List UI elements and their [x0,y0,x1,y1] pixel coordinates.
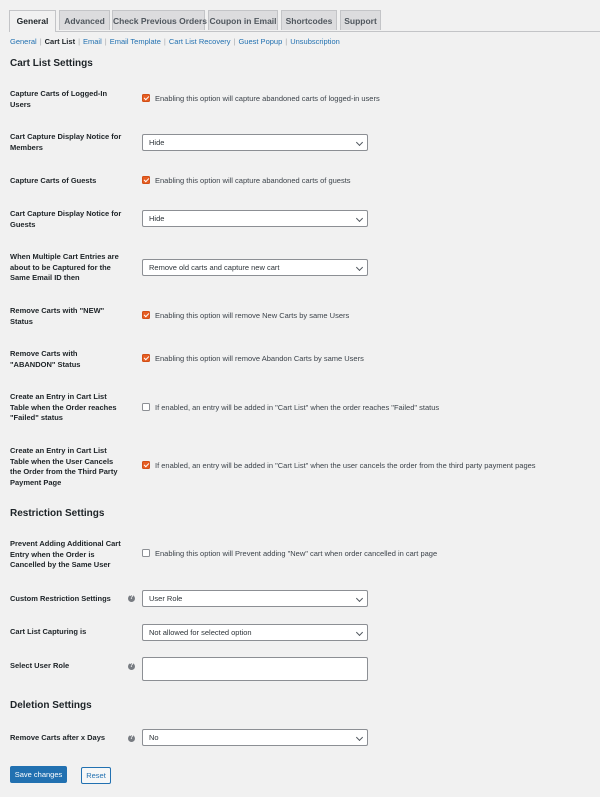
desc-remove-new: Enabling this option will remove New Carts by same Users [155,311,350,320]
tab-general[interactable]: General [9,10,56,32]
subnav-unsubscription[interactable]: Unsubscription [290,37,340,46]
select-custom-restriction-value: User Role [149,594,183,603]
save-changes-button[interactable]: Save changes [10,766,67,783]
label-capturing-is: Cart List Capturing is [10,627,87,636]
select-multiple-entries-value: Remove old carts and capture new cart [149,263,280,272]
checkbox-remove-new[interactable] [142,311,150,319]
label-remove-new: Remove Carts with "NEW" Status [10,306,105,326]
chevron-down-icon [356,215,363,222]
subnav-guest-popup[interactable]: Guest Popup [238,37,283,46]
checkbox-remove-abandon[interactable] [142,354,150,362]
checkbox-prevent-additional[interactable] [142,549,150,557]
select-capturing-is[interactable] [142,624,368,641]
label-custom-restriction: Custom Restriction Settings [10,594,111,603]
chevron-down-icon [356,629,363,636]
help-icon[interactable]: ? [129,735,134,741]
label-notice-members: Cart Capture Display Notice for Members [10,132,122,152]
settings-tab-bar [9,10,600,32]
select-notice-guests-value: Hide [149,214,165,223]
select-notice-members-value: Hide [149,138,165,147]
label-remove-after-days: Remove Carts after x Days [10,733,106,742]
desc-prevent-additional: Enabling this option will Prevent adding "New" cart when order cancelled in cart page [155,549,438,558]
select-remove-after-days[interactable] [142,729,368,746]
chevron-down-icon [356,264,363,271]
subnav-cart-list-recovery[interactable]: Cart List Recovery [168,37,231,46]
label-capture-logged-in: Capture Carts of Logged-In Users [10,89,108,109]
tab-coupon-in-email[interactable]: Coupon in Email [208,10,278,30]
chevron-down-icon [356,139,363,146]
checkbox-capture-guests[interactable] [142,176,150,184]
checkbox-entry-failed[interactable] [142,403,150,411]
desc-capture-guests: Enabling this option will capture abandoned carts of guests [155,176,351,185]
sub-navigation: General | Cart List | Email | Email Template | Cart List Recovery | Guest Popup | Unsubscription [10,37,340,46]
tab-shortcodes[interactable]: Shortcodes [281,10,337,30]
help-icon[interactable]: ? [129,595,134,601]
select-remove-after-days-value: No [149,733,159,742]
subnav-email[interactable]: Email [83,37,102,46]
desc-remove-abandon: Enabling this option will remove Abandon Carts by same Users [155,354,364,363]
chevron-down-icon [356,734,363,741]
label-remove-abandon: Remove Carts with "ABANDON" Status [10,349,81,369]
select-notice-guests[interactable] [142,210,368,227]
label-prevent-additional: Prevent Adding Additional Cart Entry when the Order is Cancelled by the Same User [10,539,121,569]
subnav-general[interactable]: General [10,37,37,46]
label-entry-cancel: Create an Entry in Cart List Table when the User Cancels the Order from the Third Party Payment Page [10,446,118,487]
label-user-role: Select User Role [10,661,70,670]
tab-check-previous-orders[interactable]: Check Previous Orders [112,10,205,30]
select-capturing-is-value: Not allowed for selected option [149,628,252,637]
desc-entry-failed: If enabled, an entry will be added in "Cart List" when the order reaches "Failed" status [155,403,440,412]
subnav-email-template[interactable]: Email Template [109,37,161,46]
reset-button[interactable]: Reset [81,767,111,784]
select-multiple-entries[interactable] [142,259,368,276]
section-title-deletion: Deletion Settings [10,700,92,711]
label-notice-guests: Cart Capture Display Notice for Guests [10,209,122,229]
tab-advanced[interactable]: Advanced [59,10,110,30]
select-notice-members[interactable] [142,134,368,151]
checkbox-capture-logged-in[interactable] [142,94,150,102]
section-title-restriction: Restriction Settings [10,508,105,519]
help-icon[interactable]: ? [129,663,134,669]
desc-capture-logged-in: Enabling this option will capture abandoned carts of logged-in users [155,94,380,103]
chevron-down-icon [356,595,363,602]
select-custom-restriction[interactable] [142,590,368,607]
tab-support[interactable]: Support [340,10,381,30]
input-user-role[interactable] [142,657,368,681]
label-multiple-entries: When Multiple Cart Entries are about to be Captured for the Same Email ID then [10,252,119,282]
label-capture-guests: Capture Carts of Guests [10,176,97,185]
section-title-cart-list: Cart List Settings [10,58,93,69]
checkbox-entry-cancel[interactable] [142,461,150,469]
subnav-cart-list[interactable]: Cart List [44,37,76,46]
desc-entry-cancel: If enabled, an entry will be added in "Cart List" when the user cancels the order from the third party payment pages [155,461,536,470]
label-entry-failed: Create an Entry in Cart List Table when the Order reaches "Failed" status [10,392,117,422]
